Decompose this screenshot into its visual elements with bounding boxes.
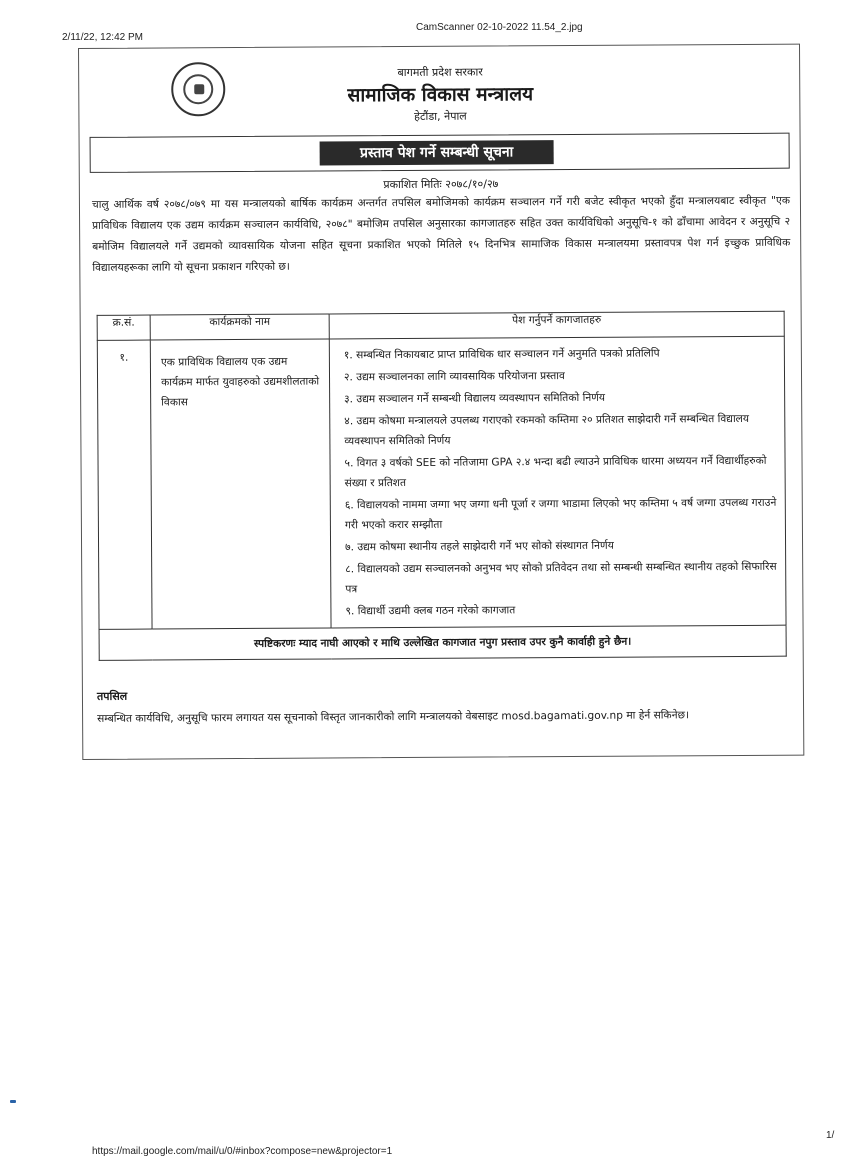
row-program: एक प्राविधिक विद्यालय एक उद्यम कार्यक्रम मार्फत युवाहरुको उद्यमशीलताको विकास bbox=[150, 339, 331, 629]
list-item: ८. विद्यालयको उद्यम सञ्चालनको अनुभव भए सोको प्रतिवेदन तथा सो सम्बन्धी सम्बन्धित स्थानीय तहको सिफारिस पत्र bbox=[345, 560, 777, 596]
list-item: ६. विद्यालयको नाममा जग्गा भए जग्गा धनी पूर्जा र जग्गा भाडामा लिएको भए कम्तिमा ५ वर्ष जग्गा उपलब्ध गराउने गरी भएको करार सम्झौता bbox=[344, 496, 777, 532]
scanned-notice bbox=[78, 44, 804, 760]
list-item: २. उद्यम सञ्चालनका लागि व्यावसायिक परियोजना प्रस्ताव bbox=[343, 370, 565, 384]
row-documents bbox=[329, 336, 786, 628]
col-header-documents: पेश गर्नुपर्ने कागजातहरु bbox=[329, 311, 784, 339]
list-item: ५. विगत ३ वर्षको SEE को नतिजामा GPA २.४ भन्दा बढी ल्याउने प्राविधिक धारमा अध्ययन गर्ने विद्यार्थीहरुको संख्या र प्रतिशत bbox=[344, 454, 767, 490]
table-row bbox=[97, 336, 786, 629]
government-name: बागमती प्रदेश सरकार bbox=[397, 65, 483, 80]
requirements-table bbox=[97, 311, 787, 661]
tapsil-text: सम्बन्धित कार्यविधि, अनुसूचि फारम लगायत यस सूचनाको विस्तृत जानकारीको लागि मन्त्रालयको वेबसाइट mosd.bagamati.gov.np मा हेर्न सकिनेछ। bbox=[97, 709, 690, 725]
list-item: ४. उद्यम कोषमा मन्त्रालयले उपलब्ध गराएको रकमको कम्तिमा २० प्रतिशत साझेदारी गर्ने सम्बन्धित विद्यालय व्यवस्थापन समितिको निर्णय bbox=[344, 412, 750, 448]
print-datetime: 2/11/22, 12:42 PM bbox=[62, 32, 143, 43]
row-sn: १. bbox=[97, 340, 152, 629]
list-item: ९. विद्यार्थी उद्यमी क्लब गठन गरेको कागजात bbox=[345, 604, 516, 618]
col-header-program: कार्यक्रमको नाम bbox=[150, 314, 329, 340]
page-number: 1/ bbox=[826, 1130, 835, 1141]
ministry-name: सामाजिक विकास मन्त्रालय bbox=[347, 83, 534, 107]
file-title: CamScanner 02-10-2022 11.54_2.jpg bbox=[416, 22, 583, 33]
list-item: ३. उद्यम सञ्चालन गर्ने सम्बन्धी विद्यालय व्यवस्थापन समितिको निर्णय bbox=[344, 391, 606, 406]
documents-list bbox=[344, 343, 778, 622]
notice-title: प्रस्ताव पेश गर्ने सम्बन्धी सूचना bbox=[320, 140, 554, 165]
list-item: १. सम्बन्धित निकायबाट प्राप्त प्राविधिक धार सञ्चालन गर्ने अनुमति पत्रको प्रतिलिपि bbox=[343, 347, 660, 362]
clarification-note: स्पष्टिकरणः म्याद नाघी आएको र माथि उल्लेखित कागजात नपुग प्रस्ताव उपर कुनै कार्वाही हुने छैन। bbox=[99, 625, 786, 660]
notice-body: चालु आर्थिक वर्ष २०७८/०७९ मा यस मन्त्रालयको बार्षिक कार्यक्रम अन्तर्गत तपसिल बमोजिमको कार्यक्रम सञ्चालन गर्ने गरी बजेट स्वीकृत भएको हुँदा मन्त्रालयबाट स्वीकृत "एक प्राविधिक विद्यालय एक उद्यम कार्यक्रम सञ्चालन कार्यविधि, २०७८" बमोजिम तपसिल अनुसारका कागजातहरु सहित उक्त कार्यविधिको अनुसूचि-१ को ढाँचामा आवेदन र अनुसूचि २ बमोजिम विद्यालयले गर्ने उद्यमको व्यावसायिक योजना सहित सूचना प्रकाशित भएको मितिले १५ दिनभित्र सामाजिक विकास मन्त्रालयमा प्रस्तावपत्र पेश गर्न इच्छुक प्राविधिक विद्यालयहरूका लागि यो सूचना प्रकाशन गरिएको छ। bbox=[91, 194, 791, 274]
note-row bbox=[99, 625, 786, 660]
published-date: प्रकाशित मितिः २०७८/१०/२७ bbox=[383, 177, 499, 192]
page-url: https://mail.google.com/mail/u/0/#inbox?compose=new&projector=1 bbox=[92, 1146, 393, 1157]
ministry-location: हेटौंडा, नेपाल bbox=[414, 109, 467, 123]
scan-speck bbox=[10, 1100, 16, 1103]
col-header-sn: क्र.सं. bbox=[97, 315, 150, 340]
tapsil-heading: तपसिल bbox=[96, 689, 128, 703]
list-item: ७. उद्यम कोषमा स्थानीय तहले साझेदारी गर्ने भए सोको संस्थागत निर्णय bbox=[345, 539, 614, 554]
